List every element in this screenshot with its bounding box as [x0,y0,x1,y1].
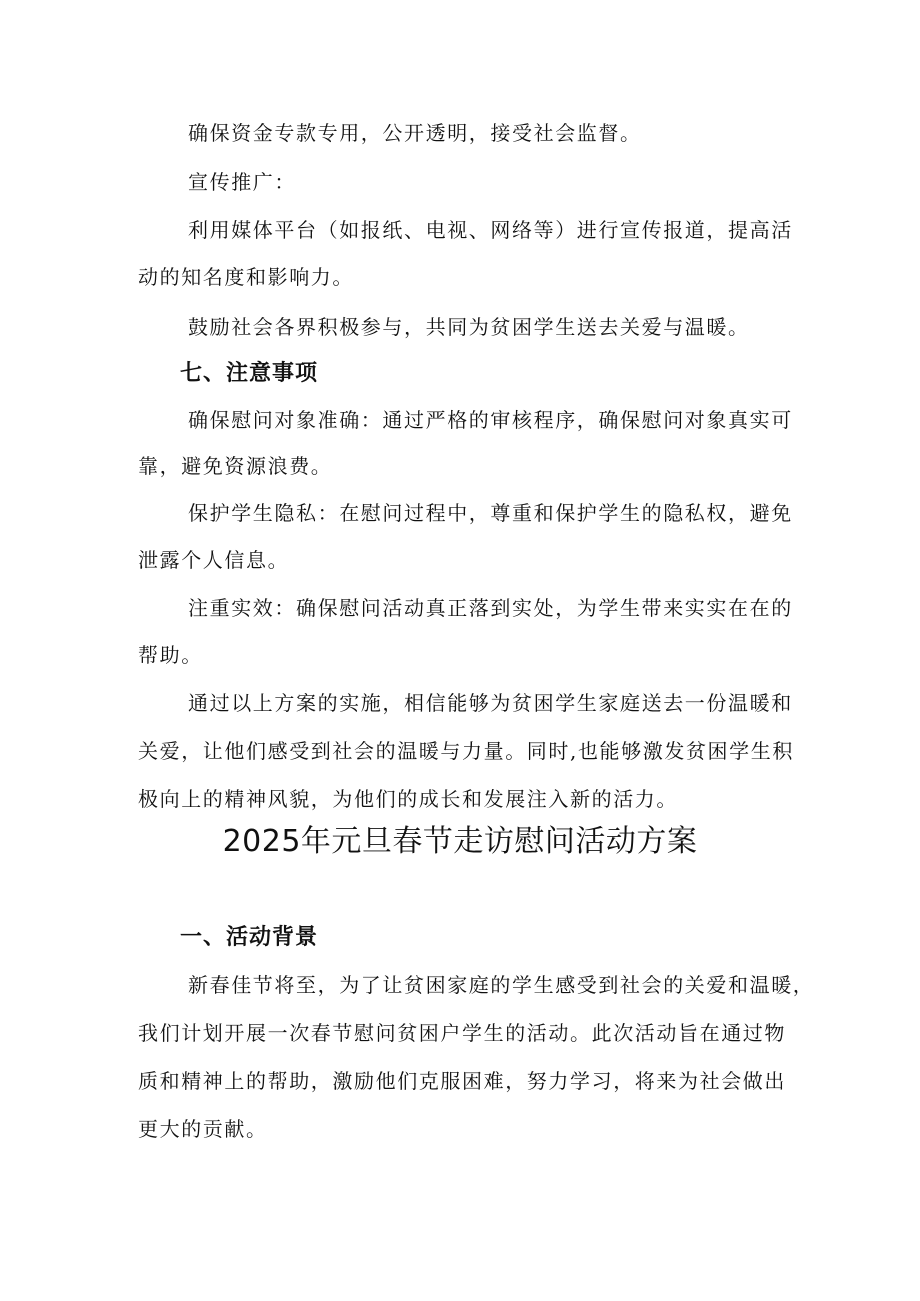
document-title: 2025年元旦春节走访慰问活动方案 [222,824,698,859]
paragraph-publicity-label: 宣传推广： [188,170,296,194]
paragraph-accuracy-line-2: 靠，避免资源浪费。 [138,454,333,478]
paragraph-privacy-line-2: 泄露个人信息。 [138,548,290,572]
paragraph-background-line-1: 新春佳节将至，为了让贫困家庭的学生感受到社会的关爱和温暖， [188,973,815,997]
paragraph-encourage: 鼓励社会各界积极参与，共同为贫困学生送去关爱与温暖。 [188,315,750,339]
paragraph-privacy-line-1: 保护学生隐私：在慰问过程中，尊重和保护学生的隐私权，避免 [188,501,793,525]
paragraph-background-line-3: 质和精神上的帮助，激励他们克服困难，努力学习，将来为社会做出 [138,1069,786,1093]
paragraph-accuracy-line-1: 确保慰问对象准确：通过严格的审核程序，确保慰问对象真实可 [188,408,793,432]
paragraph-background-line-2: 我们计划开展一次春节慰问贫困户学生的活动。此次活动旨在通过物 [138,1021,786,1045]
paragraph-funds: 确保资金专款专用，公开透明，接受社会监督。 [188,121,642,145]
paragraph-media-line-2: 动的知名度和影响力。 [138,265,354,289]
paragraph-effect-line-1: 注重实效：确保慰问活动真正落到实处，为学生带来实实在在的 [188,596,793,620]
section-heading-7: 七、注意事项 [180,361,319,386]
paragraph-conclusion-line-1: 通过以上方案的实施，相信能够为贫困学生家庭送去一份温暖和 [188,691,793,715]
paragraph-conclusion-line-3: 极向上的精神风貌，为他们的成长和发展注入新的活力。 [138,787,678,811]
paragraph-effect-line-2: 帮助。 [138,643,203,667]
section-heading-1: 一、活动背景 [180,925,319,950]
paragraph-background-line-4: 更大的贡献。 [138,1117,268,1141]
paragraph-media-line-1: 利用媒体平台（如报纸、电视、网络等）进行宣传报道，提高活 [188,218,793,242]
paragraph-conclusion-line-2: 关爱，让他们感受到社会的温暖与力量。同时,也能够激发贫困学生积 [138,739,794,763]
